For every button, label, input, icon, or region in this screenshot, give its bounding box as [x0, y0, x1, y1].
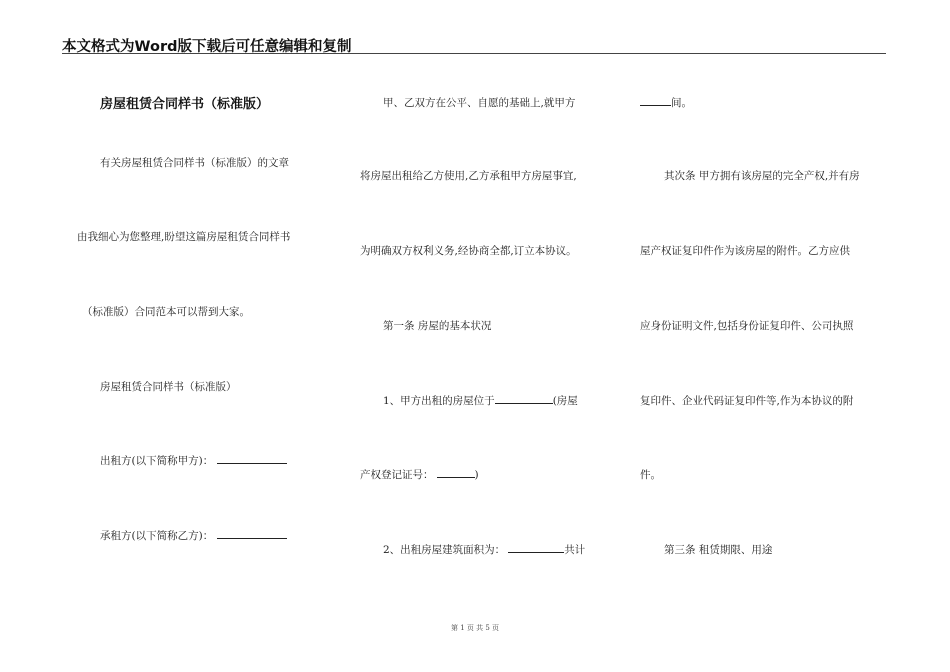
paragraph-line: 复印件、企业代码证复印件等,作为本协议的附: [640, 395, 854, 407]
paragraph-line: 甲、乙双方在公平、自愿的基础上,就甲方: [383, 97, 576, 109]
lessor-label: 出租方(以下简称甲方)：: [100, 455, 214, 467]
area-blank: [508, 542, 564, 553]
paragraph-line: 为明确双方权利义务,经协商全都,订立本协议。: [360, 245, 577, 257]
certificate-line: [360, 467, 479, 482]
lessee-blank: [217, 528, 287, 539]
section-heading: 第一条 房屋的基本状况: [383, 320, 492, 332]
location-line: [383, 393, 578, 408]
paragraph-line: （标准版）合同范本可以帮到大家。: [82, 306, 250, 318]
certificate-blank: [437, 467, 475, 478]
page-footer: 第 1 页 共 5 页: [450, 624, 500, 632]
rooms-line: [640, 95, 692, 110]
area-suffix: 共计: [564, 544, 586, 556]
area-label: 2、出租房屋建筑面积为：: [383, 544, 506, 556]
area-line: [383, 542, 585, 557]
certificate-suffix: ): [474, 469, 479, 481]
rooms-blank: [640, 95, 671, 106]
lessee-label: 承租方(以下简称乙方)：: [100, 530, 214, 542]
location-blank: [495, 393, 553, 404]
document-title: 房屋租赁合同样书（标准版）: [100, 97, 270, 112]
section-heading: 其次条 甲方拥有该房屋的完全产权,并有房: [664, 170, 860, 182]
paragraph-line: 由我细心为您整理,盼望这篇房屋租赁合同样书: [77, 231, 291, 243]
lessor-line: [100, 453, 287, 468]
section-heading: 第三条 租赁期限、用途: [664, 544, 773, 556]
header-title: 本文格式为Word版下载后可任意编辑和复制: [62, 39, 352, 55]
location-label: 1、甲方出租的房屋位于: [383, 395, 495, 407]
lessee-line: [100, 528, 287, 543]
lessor-blank: [217, 453, 287, 464]
paragraph-line: 将房屋出租给乙方使用,乙方承租甲方房屋事宜,: [360, 170, 577, 182]
certificate-label: 产权登记证号：: [360, 469, 434, 481]
paragraph-line: 屋产权证复印件作为该房屋的附件。乙方应供: [640, 245, 850, 257]
paragraph-line: 有关房屋租赁合同样书（标准版）的文章: [100, 157, 289, 169]
location-suffix: (房屋: [552, 395, 578, 407]
paragraph-line: 房屋租赁合同样书（标准版）: [100, 381, 237, 393]
page-header: [62, 33, 886, 54]
rooms-suffix: 间。: [671, 97, 692, 109]
paragraph-line: 应身份证明文件,包括身份证复印件、公司执照: [640, 320, 854, 332]
paragraph-line: 件。: [640, 469, 661, 481]
